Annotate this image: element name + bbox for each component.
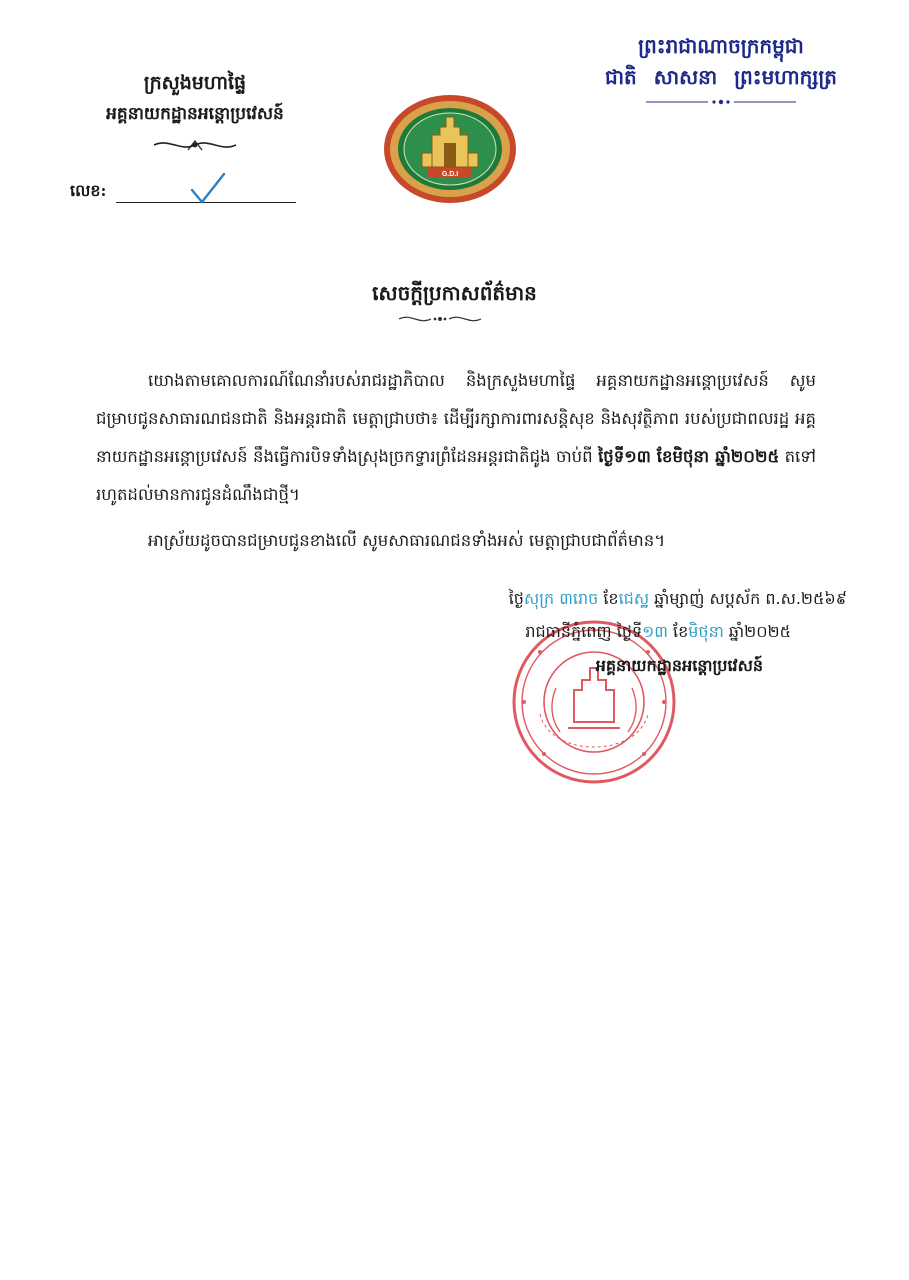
kingdom-title: ព្រះរាជាណាចក្រកម្ពុជា <box>638 34 804 58</box>
divider-ornament <box>150 136 240 154</box>
lunar-month: ជេស្ឋ <box>618 589 650 608</box>
department-name: អគ្គនាយកដ្ឋានអន្តោប្រវេសន៍ <box>106 104 284 124</box>
lunar-date <box>509 585 847 613</box>
reference-label: លេខ: <box>70 181 107 200</box>
reference-number <box>70 180 310 206</box>
solar-year: ឆ្នាំ២០២៥ <box>723 622 791 641</box>
logo-text: G.D.I <box>441 171 459 178</box>
solar-date <box>525 618 791 646</box>
solar-month-prefix: ខែ <box>667 622 689 641</box>
gdi-logo-icon <box>382 93 518 205</box>
divider-ornament <box>646 97 796 107</box>
signatory: អគ្គនាយកដ្ឋានអន្តោប្រវេសន៍ <box>595 656 763 675</box>
ministry-header <box>50 68 340 158</box>
checkmark-icon <box>188 170 228 206</box>
lunar-month-prefix: ខែ <box>598 589 619 608</box>
lunar-day: សុក្រ ៣រោច <box>523 589 599 608</box>
lunar-date-prefix: ថ្ងៃ <box>508 589 524 608</box>
paragraph-1-ending: តទៅ រហូតដល់មានការជូនដំណឹងជាថ្មី។ <box>96 447 816 504</box>
solar-month: មិថុនា <box>688 622 724 641</box>
solar-date-prefix: រាជធានីភ្នំពេញ ថ្ងៃទី <box>525 622 643 641</box>
ministry-name: ក្រសួងមហាផ្ទៃ <box>143 72 247 94</box>
solar-day: ១៣ <box>642 622 668 641</box>
body-paragraph-1 <box>96 362 816 514</box>
lunar-year: ឆ្នាំម្សាញ់ សប្តស័ក ព.ស.២៥៦៩ <box>649 589 847 608</box>
effective-date: ថ្ងៃទី១៣ ខែមិថុនា ឆ្នាំ២០២៥ <box>598 447 780 466</box>
kingdom-header <box>591 30 851 111</box>
paragraph-1-text: យោងតាមគោលការណ៍ណែនាំរបស់រាជរដ្ឋាភិបាល និងក្រសួងមហាផ្ទៃ អគ្គនាយកដ្ឋានអន្តោប្រវេសន៍ សូមជម្រាបជូនសាធារណជនជាតិ និងអន្តរជាតិ មេត្តាជ្រាបថា៖ ដើម្បីរក្សាការពារសន្តិសុខ និងសុវត្ថិភាព របស់ប្រជាពលរដ្ឋ អគ្គនាយកដ្ឋានអន្តោប្រវេសន៍ នឹងធ្វើការបិទទាំងស្រុងច្រកទ្វារព្រំដែនអន្តរជាតិជូង ចាប់ពី <box>96 371 816 466</box>
title-ornament <box>395 312 485 326</box>
body-paragraph-2: អាស្រ័យដូចបានជម្រាបជូនខាងលើ សូមសាធារណជនទាំងអស់ មេត្តាជ្រាបជាព័ត៌មាន។ <box>148 531 666 550</box>
kingdom-motto: ជាតិ សាសនា ព្រះមហាក្សត្រ <box>605 65 837 89</box>
document-title: សេចក្តីប្រកាសព័ត៌មាន <box>372 281 537 305</box>
